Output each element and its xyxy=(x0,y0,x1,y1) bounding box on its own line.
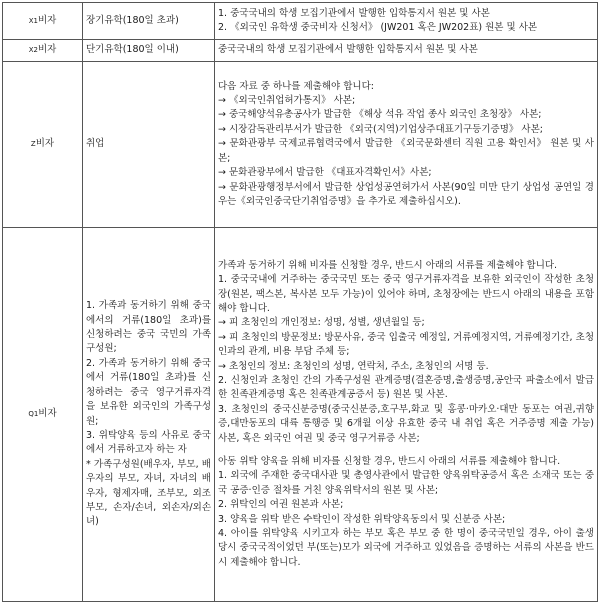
condition-x1: 장기유학(180일 초과) xyxy=(83,3,215,40)
doc-item: → 시장감독관리부서가 발급한 《외국(지역)기업상주대표기구등기증명》 사본; xyxy=(218,123,543,135)
doc-item: → 문화관광부에서 발급한 《대표자격확인서》사본; xyxy=(218,167,432,179)
condition-item: 1. 가족과 동거하기 위해 중국에서의 거류(180일 초과)를 신청하려는 중국 국민의 가족구성원; xyxy=(86,300,211,355)
doc-item: 가족과 동거하기 위해 비자를 신청할 경우, 반드시 아래의 서류를 제출해야 합니다. xyxy=(218,259,558,271)
visa-type-x2 xyxy=(3,40,83,62)
condition-item: * 가족구성원(배우자, 부모, 배우자의 부모, 자녀, 자녀의 배우자, 형제자매, 조부모, 외조부모, 손자/손녀, 외손자/외손녀) xyxy=(86,458,211,528)
doc-item: 2. 《외국인 유학생 중국비자 신청서》 (JW201 혹은 JW202표) 원본 및 사본 xyxy=(218,22,538,33)
condition-item: 2. 가족과 동거하기 위해 중국에서 거류(180일 초과)를 신청하려는 중국 영구거류자격을 보유한 외국인의 가족구성원; xyxy=(86,357,211,427)
doc-item: → 피 초청인의 개인정보: 성명, 성별, 생년월일 등; xyxy=(218,317,425,329)
table-row-z xyxy=(3,62,598,228)
visa-type-q1 xyxy=(3,228,83,602)
doc-item: 4. 아이를 위탁양육 시키고자 하는 부모 혹은 부모 중 한 명이 중국국민일 경우, 아이 출생 당시 중국국적이었던 부(또는)모가 외국에 거주하고 있었음을 증명하는 서류의 사본을 반드시 제출해야 합니다. xyxy=(218,528,594,568)
visa-code: Q1 xyxy=(28,410,39,419)
doc-item: → 초청인의 정보: 초청인의 성명, 연락처, 주소, 초청인의 서명 등. xyxy=(218,360,489,372)
doc-item: 3. 초청인의 중국신분증명(중국신분증,호구부,화교 및 홍콩·마카오·대만 동포는 여권,귀향증,대만동포의 대륙 통행증 및 6개월 이상 유효한 중국 내 취업 혹은 거주증명 제출 가능) 사본, 혹은 외국인 여권 및 중국 영구거류증 사본; xyxy=(218,403,594,444)
doc-item: 중국국내의 학생 모집기관에서 발행한 입학통지서 원본 및 사본 xyxy=(218,44,478,56)
doc-item: 2. 위탁인의 여권 원본과 사본; xyxy=(218,499,344,511)
documents-x2 xyxy=(215,40,598,62)
doc-item: 아동 위탁 양육을 위해 비자를 신청할 경우, 반드시 아래의 서류를 제출해야 합니다. xyxy=(218,456,561,468)
condition-item: 3. 위탁양육 등의 사유로 중국에서 거류하고자 하는 자 xyxy=(86,429,211,456)
doc-item: 3. 양육을 위탁 받은 수탁인이 작성한 위탁양육동의서 및 신분증 사본; xyxy=(218,513,506,525)
table-row-x1 xyxy=(3,3,598,40)
visa-code: X2 xyxy=(28,46,38,55)
visa-code: X1 xyxy=(28,16,38,25)
table-row-q1 xyxy=(3,228,598,602)
doc-item: 다음 자료 중 하나를 제출해야 합니다: xyxy=(218,80,374,92)
documents-q1 xyxy=(215,228,598,602)
doc-item: → 《외국인취업허가통지》 사본; xyxy=(218,95,356,107)
doc-item: 1. 중국국내의 학생 모집기관에서 발행한 입학통지서 원본 및 사본 xyxy=(218,7,490,19)
doc-item: 1. 중국국내에 거주하는 중국국민 또는 중국 영구거류자격을 보유한 외국인이 작성한 초청장(원본, 팩스본, 복사본 모두 가능)이 있어야 하며, 초청장에는 반드시 아래의 내용을 포함해야 합니다. xyxy=(218,274,594,314)
condition-q1 xyxy=(83,228,215,602)
visa-label: 비자 xyxy=(35,138,55,150)
condition-z: 취업 xyxy=(83,62,215,228)
doc-item: 1. 외국에 주재한 중국대사관 및 총영사관에서 발급한 양육위탁공증서 혹은 소재국 또는 중국 공증·인증 절차를 거친 양육위탁서의 원본 및 사본; xyxy=(218,470,594,496)
condition-x2: 단기유학(180일 이내) xyxy=(83,40,215,62)
doc-item: → 중국해양석유총공사가 발급한 《해상 석유 작업 종사 외국인 초청장》 사본; xyxy=(218,109,542,121)
visa-label: 비자 xyxy=(37,14,57,26)
visa-code: Z xyxy=(30,140,36,149)
table-row-x2 xyxy=(3,40,598,62)
doc-item: → 피 초청인의 방문정보: 방문사유, 중국 입출국 예정일, 거류예정지역, 거류예정기간, 초청인과의 관계, 비용 부담 주체 등; xyxy=(218,331,594,358)
visa-label: 비자 xyxy=(38,408,57,420)
doc-item: 2. 신청인과 초청인 간의 가족구성원 관계증명(결혼증명,출생증명,공안국 파출소에서 발급한 친족관계증명 혹은 친족관계공증서 등) 원본 및 사본. xyxy=(218,374,594,401)
visa-type-z xyxy=(3,62,83,228)
visa-requirements-table xyxy=(2,2,598,602)
doc-item: → 문화관광행정부서에서 발급한 상업성공연허가서 사본(90일 미만 단기 상업성 공연일 경우는《외국인중국단기취업증명》을 추가로 제출하십시오). xyxy=(218,181,594,207)
documents-z xyxy=(215,62,598,228)
doc-item: → 문화관광부 국제교류협력국에서 발급한 《외국문화센터 직원 고용 확인서》 원본 및 사본; xyxy=(218,138,594,164)
visa-label: 비자 xyxy=(37,44,57,56)
visa-type-x1 xyxy=(3,3,83,40)
documents-x1 xyxy=(215,3,598,40)
